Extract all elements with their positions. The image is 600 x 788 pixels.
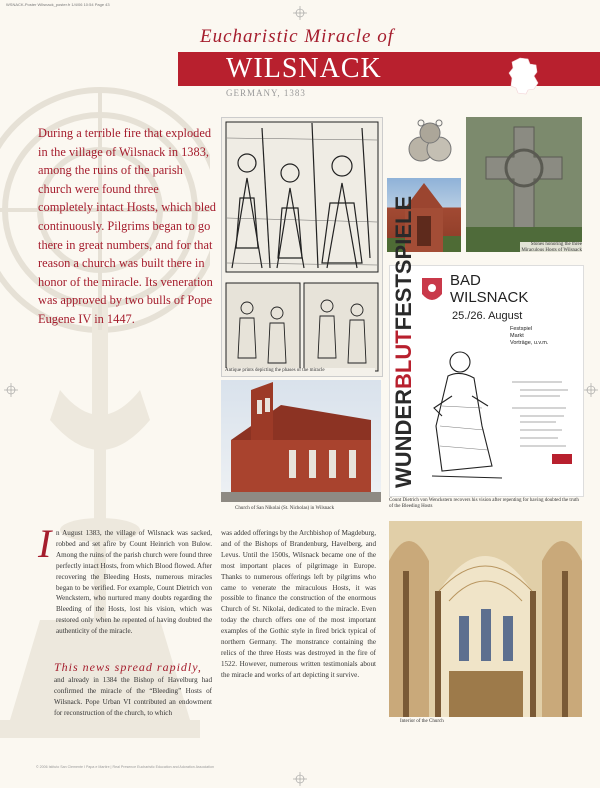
intro-text: During a terrible fire that exploded in the village of Wilsnack in 1383, among the ruins of the parish church were found three completely intact Hosts, which bled continuously. Pilgrims began to go there in great numbers, and for that reason a church was built there in honor of the miracle. Its veneration was approved by two bulls of Pope Eugene IV in 1447.	[38, 126, 216, 326]
pull-quote: This news spread rapidly,	[54, 660, 202, 674]
title-underline	[222, 84, 414, 85]
caption-poster: Count Dietrich von Wenckstern recovers his vision after repenting for having doubted the truth of the Bleeding Hosts	[389, 498, 579, 509]
germany-map-icon	[506, 56, 542, 96]
poster-word-blut: BLUT	[391, 330, 416, 389]
drop-cap: I	[38, 521, 52, 566]
antique-prints-photo	[221, 117, 383, 377]
poster-item: Vorträge, u.v.m.	[510, 340, 549, 346]
church-interior-drawing	[389, 521, 582, 717]
file-header: WSNACK-Poster Wilsnack_poster.fr 1/4/06 10:54 Page 43	[6, 2, 110, 7]
page-title: WILSNACK	[226, 53, 382, 84]
registration-mark-icon	[4, 383, 18, 397]
hosts-medallions-photo	[401, 117, 459, 169]
schedule-text-lines	[512, 378, 574, 468]
poster-town	[450, 272, 528, 306]
body-column-2: was added offerings by the Archbishop of Magdeburg, and of the Bishops of Brandenburg, Havelberg, and Levus. Until the 1500s, Wilsnack became one of the most important places of pilgrimage in Europe. Thanks to numerous offerings left by pilgrims who came to venerate the miraculous Hosts, it was possible to finance the construction of the enormous Church of St. Nikolai, dedicated to the miracle. Even today the church offers one of the most important examples of the Gothic style in fired brick typical of northern Germany. The monstrance containing the relics of the three Hosts was destroyed in the fire of 1522. However, numerous written testimonials about the miracle and works of art depicting it survive.	[221, 529, 376, 679]
stone-cross-drawing	[466, 117, 582, 252]
caption-church: Church of San Nikolai (St. Nicholas) in Wilsnack	[235, 506, 335, 511]
stone-cross-photo	[466, 117, 582, 252]
caption-interior: Interior of the Church	[400, 719, 444, 724]
church-st-nicholas-drawing	[221, 380, 381, 502]
caption-prints: Antique prints depicting the phases of the miracle	[225, 368, 375, 374]
registration-mark-icon	[293, 772, 307, 786]
kneeling-count-drawing	[422, 346, 510, 491]
registration-mark-icon	[293, 6, 307, 20]
poster-town-line1: BAD	[450, 272, 481, 289]
footer-credits: © 2006 Istituto San Clemente I Papa e Martire | Real Presence Eucharistic Education and Adoration Association	[36, 765, 214, 769]
registration-mark-icon	[584, 383, 598, 397]
poster-date: 25./26. August	[452, 310, 523, 322]
poster-vertical-title	[391, 195, 416, 492]
header-subtitle: Eucharistic Miracle of	[200, 26, 395, 47]
poster-item: Markt	[510, 333, 524, 339]
town-crest-icon	[420, 276, 444, 306]
church-st-nicholas-photo	[221, 380, 381, 502]
header-country: GERMANY, 1383	[226, 88, 306, 98]
church-interior-photo	[389, 521, 582, 717]
poster-item: Festspiel	[510, 326, 533, 332]
poster-town-line2: WILSNACK	[450, 289, 529, 306]
body-column-1-top: n August 1383, the village of Wilsnack was sacked, robbed and set afire by Count Heinrich von Bulow. Among the ruins of the parish church were found three perfectly intact Hosts, from which Blood flowed. After recovering the Bleeding Hosts, numerous miracles began to be verified. For example, Count Dietrich von Wenckstern, who nurtured many doubts regarding the Bleeding of the Hosts, lost his vision, which was restored only when he repented of having doubted the authenticity of the miracle.	[56, 529, 212, 636]
poster-items	[510, 326, 548, 347]
woodcut-illustration	[222, 118, 382, 376]
poster-schedule	[512, 378, 574, 468]
body-column-1-bottom: and already in 1384 the Bishop of Havelburg had confirmed the miracle of the “Bleeding” Hosts of Wilsnack. Pope Urban VI contributed an endowment for reconstruction of the church, to which	[54, 676, 212, 717]
caption-stones: Stones honoring the three Miraculous Hosts of Wilsnack	[521, 242, 582, 253]
poster-word-wunder: WUNDER	[391, 389, 416, 488]
poster-word-festspiele: FESTSPIELE	[391, 195, 416, 331]
